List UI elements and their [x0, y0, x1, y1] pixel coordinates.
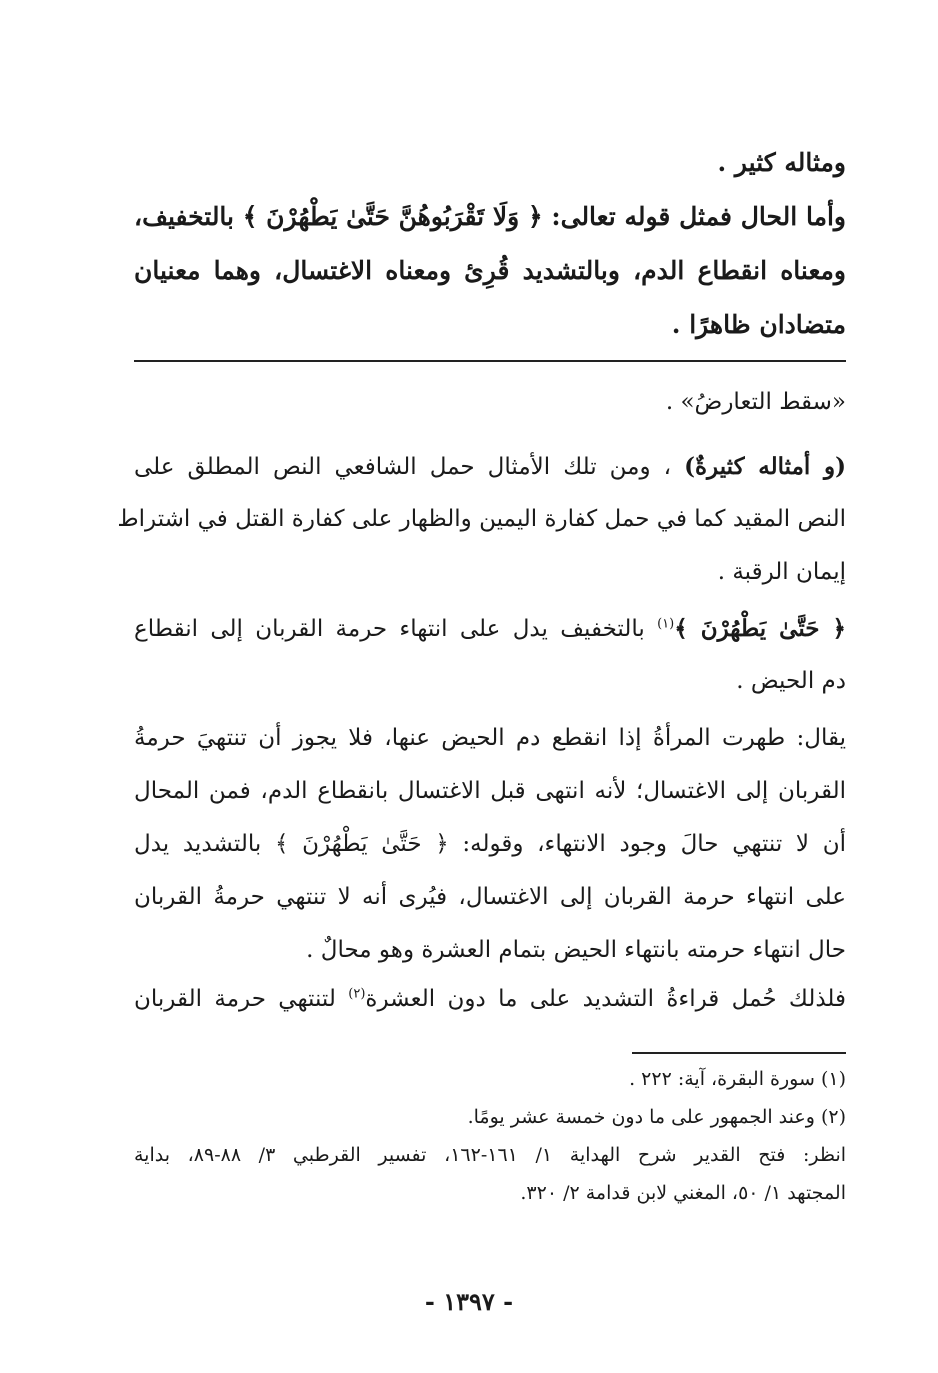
sharh-line: على انتهاء حرمة القربان إلى الاغتسال، فيُرى أنه لا تنتهي حرمةُ القربان [134, 884, 846, 910]
sharh-paragraph-3 [134, 602, 846, 708]
sharh-line: النص المقيد كما في حمل كفارة اليمين والظهار على كفارة القتل في اشتراط [117, 506, 846, 532]
sharh-text: بالتخفيف يدل على انتهاء حرمة القربان إلى انقطاع [134, 616, 645, 642]
sharh-line: إيمان الرقبة . [717, 559, 846, 585]
sharh-line: حال انتهاء حرمته بانتهاء الحيض بتمام العشرة وهو محالٌ . [306, 937, 846, 963]
sharh-paragraph-5 [134, 973, 846, 1026]
sharh-line [134, 973, 846, 1026]
separator-rule [134, 360, 846, 362]
matn-line: ومعناه انقطاع الدم، وبالتشديد قُرِئ ومعناه الاغتسال، وهما معنيان [134, 256, 846, 285]
footnote-ref: (١) [657, 616, 675, 632]
bold-lead: (و أمثاله كثيرةٌ) [684, 453, 847, 480]
footnote-line: (١) سورة البقرة، آية: ٢٢٢ . [629, 1068, 846, 1090]
page-number: - ١٣٩٧ - [424, 1287, 514, 1316]
sharh-line: يقال: طهرت المرأةُ إذا انقطع دم الحيض عنها، فلا يجوز أن تنتهيَ حرمةُ [134, 725, 846, 751]
footnote-line: المجتهد ١/ ٥٠، المغني لابن قدامة ٢/ ٣٢٠. [520, 1182, 846, 1204]
footnotes-block [134, 1060, 846, 1212]
matn-line: وأما الحال فمثل قوله تعالى: ﴿ وَلَا تَقْرَبُوهُنَّ حَتَّىٰ يَطْهُرْنَ ﴾ بالتخفيف، [134, 202, 846, 231]
footnote-line: (٢) وعند الجمهور على ما دون خمسة عشر يومًا. [467, 1106, 846, 1128]
sharh-line: دم الحيض . [736, 668, 846, 694]
sharh-paragraph-2 [117, 440, 847, 599]
sharh-paragraph-1 [134, 376, 846, 429]
footnote-line: انظر: فتح القدير شرح الهداية ١/ ١٦١-١٦٢، تفسير القرطبي ٣/ ٨٨-٨٩، بداية [134, 1144, 847, 1166]
sharh-line [134, 602, 846, 655]
footnote-rule [632, 1052, 846, 1054]
sharh-text: لتنتهي حرمة القربان [134, 986, 336, 1012]
sharh-line [134, 440, 846, 493]
footnote-ref: (٢) [348, 986, 366, 1002]
matn-line: متضادان ظاهرًا . [671, 310, 846, 339]
matn-line: ومثاله كثير . [717, 148, 846, 177]
sharh-line: أن لا تنتهي حالَ وجود الانتهاء، وقوله: ﴿ حَتَّىٰ يَطْهُرْنَ ﴾ بالتشديد يدل [134, 831, 846, 857]
sharh-line: «سقط التعارضُ» . [665, 389, 846, 415]
sharh-line: القربان إلى الاغتسال؛ لأنه انتهى قبل الاغتسال بانقطاع الدم، فمن المحال [134, 778, 846, 804]
sharh-text: ، ومن تلك الأمثال حمل الشافعي النص المطلق على [134, 454, 672, 480]
sharh-paragraph-4 [134, 712, 846, 977]
sharh-text: فلذلك حُمل قراءةُ التشديد على ما دون العشرة [365, 986, 847, 1012]
matn-block [134, 136, 846, 352]
quran-quote: ﴿ حَتَّىٰ يَطْهُرْنَ ﴾ [674, 615, 846, 642]
